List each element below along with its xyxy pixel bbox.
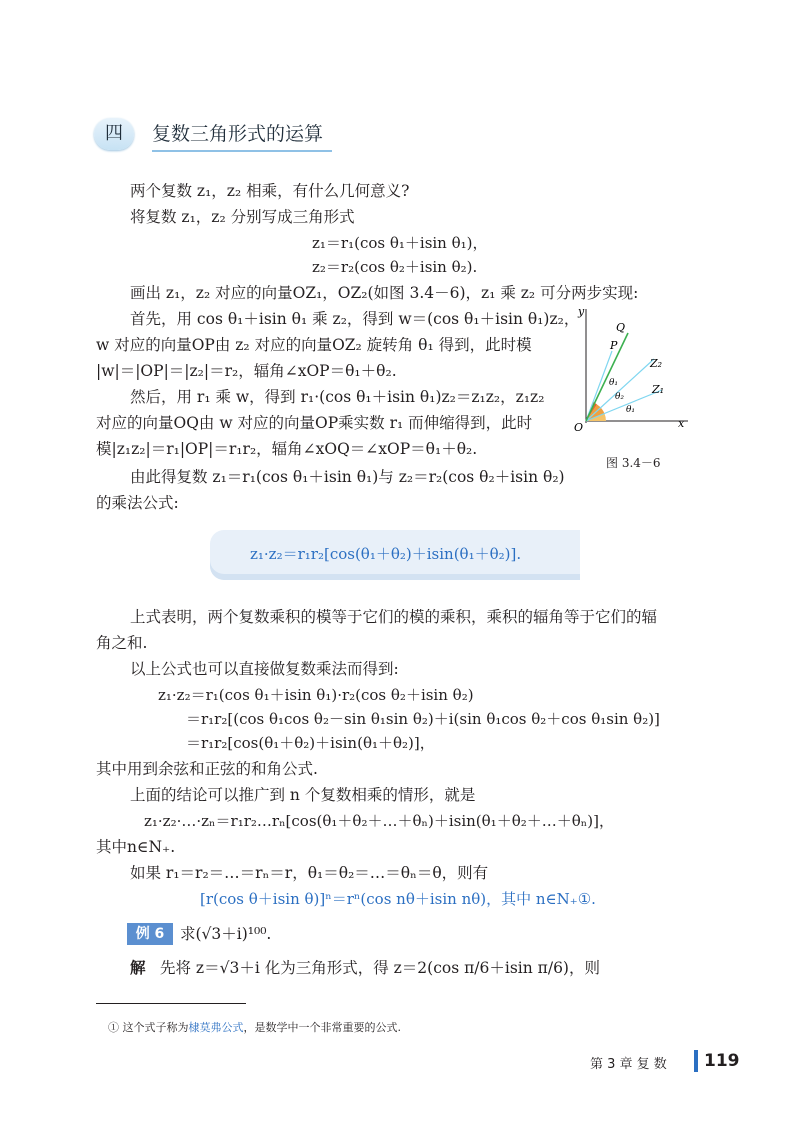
paragraph: 上式表明，两个复数乘积的模等于它们的模的乘积，乘积的辐角等于它们的辐 <box>130 608 658 626</box>
footnote-marker: ① <box>108 1021 119 1034</box>
vector-oz2 <box>586 359 654 421</box>
point-q-label: Q <box>616 321 626 334</box>
section-title: 复数三角形式的运算 <box>152 123 324 145</box>
footnote-rule <box>96 1003 246 1004</box>
paragraph: 其中n∈N₊. <box>96 838 176 856</box>
general-product-formula: z₁·z₂·…·zₙ＝r₁r₂…rₙ[cos(θ₁＋θ₂＋…＋θₙ)＋isin(θ₁＋θ₂＋…＋θₙ)]， <box>144 812 614 830</box>
vector-diagram <box>570 305 690 435</box>
x-label: x <box>678 417 685 430</box>
page-number: 119 <box>704 1051 740 1071</box>
footnote-text-end: ，是数学中一个非常重要的公式. <box>243 1021 401 1034</box>
paragraph: 首先，用 cos θ₁＋isin θ₁ 乘 z₂，得到 w＝(cos θ₁＋isin θ₁)z₂， <box>130 310 580 328</box>
paragraph: 然后，用 r₁ 乘 w，得到 r₁·(cos θ₁＋isin θ₁)z₂＝z₁z₂，z₁z₂ <box>130 388 545 406</box>
example-text: 求(√3＋i)¹⁰⁰. <box>180 925 272 943</box>
footnote-text: 这个式子称为 <box>122 1021 189 1034</box>
paragraph: |w|＝|OP|＝|z₂|＝r₂，辐角∠xOP＝θ₁＋θ₂. <box>96 362 397 380</box>
paragraph: 两个复数 z₁，z₂ 相乘，有什么几何意义? <box>130 182 410 200</box>
footnote <box>108 1019 401 1035</box>
derivation-line: z₁·z₂＝r₁(cos θ₁＋isin θ₁)·r₂(cos θ₂＋isin θ₂) <box>158 686 474 704</box>
point-z2-label: Z₂ <box>650 357 663 370</box>
paragraph: 角之和. <box>96 634 148 652</box>
paragraph: 的乘法公式: <box>96 494 179 512</box>
paragraph: 上面的结论可以推广到 n 个复数相乘的情形，就是 <box>130 786 476 804</box>
y-label: y <box>578 305 585 318</box>
example-tag: 例 6 <box>127 923 173 945</box>
section-number-badge: 四 <box>94 118 134 150</box>
paragraph: w 对应的向量OP由 z₂ 对应的向量OZ₂ 旋转角 θ₁ 得到，此时模 <box>96 336 532 354</box>
figure-caption: 图 3.4－6 <box>606 456 661 470</box>
paragraph: 以上公式也可以直接做复数乘法而得到: <box>130 660 399 678</box>
theta2-label: θ₂ <box>615 392 625 402</box>
origin-label: O <box>574 421 584 434</box>
paragraph: 画出 z₁，z₂ 对应的向量OZ₁，OZ₂(如图 3.4－6)，z₁ 乘 z₂ 可分两步实现: <box>130 284 639 302</box>
footnote-highlight: 棣莫弗公式 <box>188 1021 244 1034</box>
solution-text: 先将 z＝√3＋i 化为三角形式，得 z＝2(cos π/6＋isin π/6)，则 <box>160 959 600 977</box>
equation: z₁＝r₁(cos θ₁＋isin θ₁)， <box>312 234 488 252</box>
paragraph: 将复数 z₁，z₂ 分别写成三角形式 <box>130 208 355 226</box>
vector-oq <box>586 333 628 421</box>
solution-label: 解 <box>130 959 146 977</box>
paragraph: 对应的向量OQ由 w 对应的向量OP乘实数 r₁ 而伸缩得到，此时 <box>96 414 533 432</box>
paragraph: 模|z₁z₂|＝r₁|OP|＝r₁r₂，辐角∠xOQ＝∠xOP＝θ₁＋θ₂. <box>96 440 478 458</box>
paragraph: 如果 r₁＝r₂＝…＝rₙ＝r，θ₁＝θ₂＝…＝θₙ＝θ，则有 <box>130 864 489 882</box>
paragraph: 由此得复数 z₁＝r₁(cos θ₁＋isin θ₁)与 z₂＝r₂(cos θ₂＋isin θ₂) <box>130 468 565 486</box>
theta1b-label: θ₁ <box>626 405 636 415</box>
point-p-label: P <box>610 339 618 352</box>
paragraph: 其中用到余弦和正弦的和角公式. <box>96 760 318 778</box>
multiplication-formula: z₁·z₂＝r₁r₂[cos(θ₁＋θ₂)＋isin(θ₁＋θ₂)]. <box>250 545 522 563</box>
de-moivre-formula: [r(cos θ＋isin θ)]ⁿ＝rⁿ(cos nθ＋isin nθ)，其中 n∈N₊①. <box>200 890 596 908</box>
theta1-label: θ₁ <box>609 378 619 388</box>
derivation-line: ＝r₁r₂[cos(θ₁＋θ₂)＋isin(θ₁＋θ₂)]， <box>186 734 435 752</box>
equation: z₂＝r₂(cos θ₂＋isin θ₂). <box>312 258 478 276</box>
point-z1-label: Z₁ <box>652 383 665 396</box>
footer-divider <box>694 1050 698 1072</box>
chapter-label: 第 3 章 复 数 <box>590 1057 667 1072</box>
derivation-line: ＝r₁r₂[(cos θ₁cos θ₂－sin θ₁sin θ₂)＋i(sin θ₁cos θ₂＋cos θ₁sin θ₂)] <box>186 710 660 728</box>
section-title-underline <box>152 150 332 152</box>
